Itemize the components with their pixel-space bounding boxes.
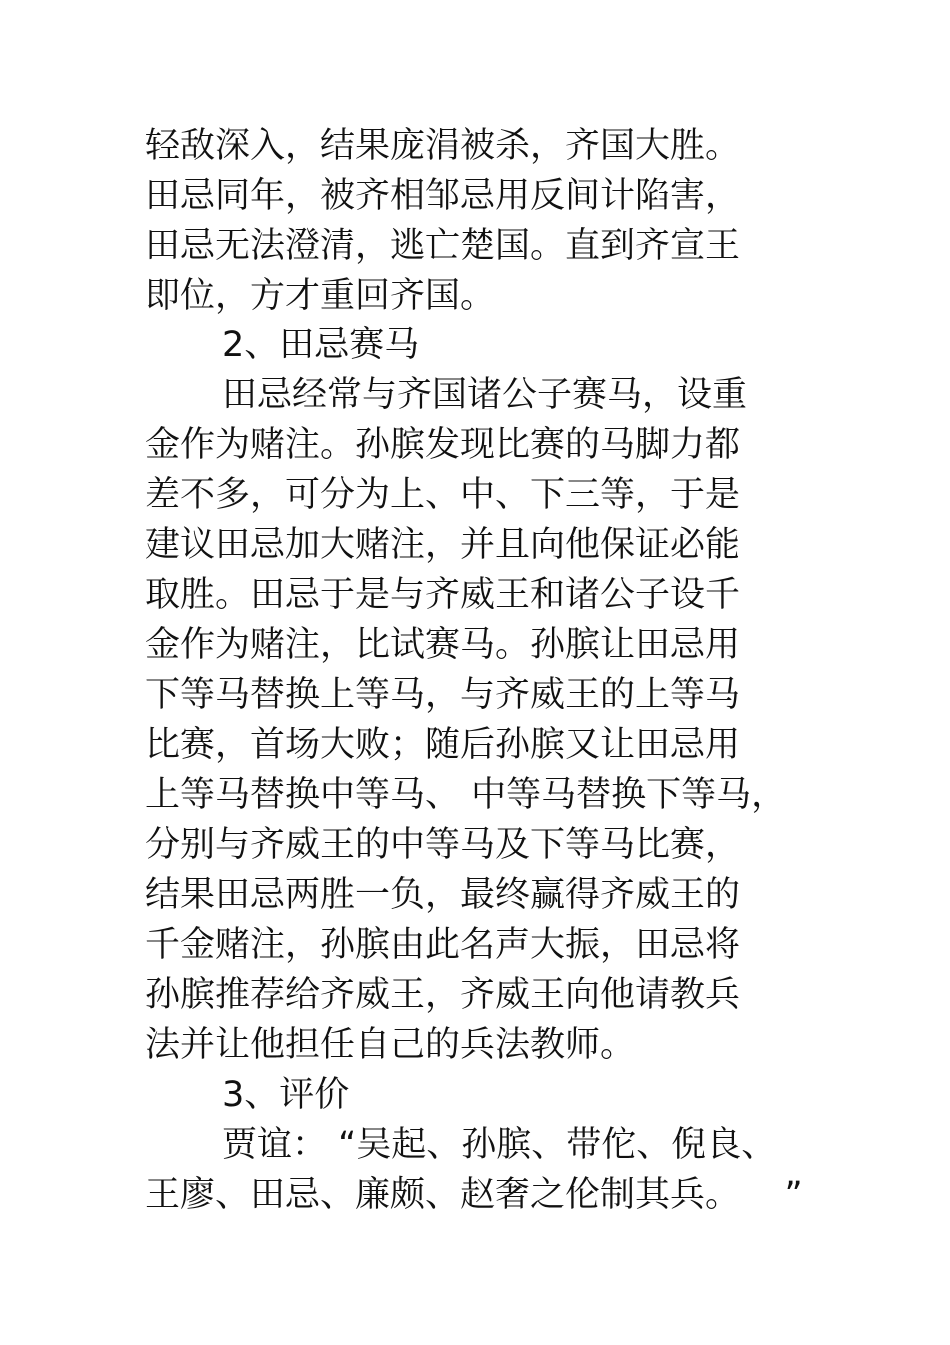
text-line: 田忌同年，被齐相邹忌用反间计陷害， bbox=[145, 176, 741, 216]
text-line: 孙膑推荐给齐威王，齐威王向他请教兵 bbox=[145, 975, 741, 1015]
text-line: 千金赌注，孙膑由此名声大振，田忌将 bbox=[145, 925, 741, 965]
section-heading-tianji-horse-race: 2、田忌赛马 bbox=[222, 325, 420, 365]
text-line: 轻敌深入，结果庞涓被杀，齐国大胜。 bbox=[145, 126, 741, 166]
text-line: 金作为赌注。孙膑发现比赛的马脚力都 bbox=[145, 425, 741, 465]
text-line: 分别与齐威王的中等马及下等马比赛， bbox=[145, 825, 741, 865]
quote-line: 贾谊： “吴起、孙膑、带佗、倪良、 bbox=[222, 1125, 777, 1165]
text-line: 即位，方才重回齐国。 bbox=[145, 276, 496, 316]
text-line: 差不多，可分为上、中、下三等，于是 bbox=[145, 475, 741, 515]
text-line: 金作为赌注，比试赛马。孙膑让田忌用 bbox=[145, 625, 741, 665]
text-line: 结果田忌两胜一负，最终赢得齐威王的 bbox=[145, 875, 741, 915]
text-line: 取胜。田忌于是与齐威王和诸公子设千 bbox=[145, 575, 741, 615]
paragraph-start-line: 田忌经常与齐国诸公子赛马，设重 bbox=[222, 375, 748, 415]
text-line: 下等马替换上等马，与齐威王的上等马 bbox=[145, 675, 741, 715]
text-line: 比赛，首场大败；随后孙膑又让田忌用 bbox=[145, 725, 741, 765]
text-line: 上等马替换中等马、 中等马替换下等马， bbox=[145, 775, 787, 815]
text-line: 田忌无法澄清，逃亡楚国。直到齐宣王 bbox=[145, 226, 741, 266]
text-line: 建议田忌加大赌注，并且向他保证必能 bbox=[145, 525, 741, 565]
quote-line: 王廖、田忌、廉颇、赵奢之伦制其兵。 ” bbox=[145, 1175, 803, 1215]
section-heading-evaluation: 3、评价 bbox=[222, 1075, 350, 1115]
text-line: 法并让他担任自己的兵法教师。 bbox=[145, 1025, 636, 1065]
